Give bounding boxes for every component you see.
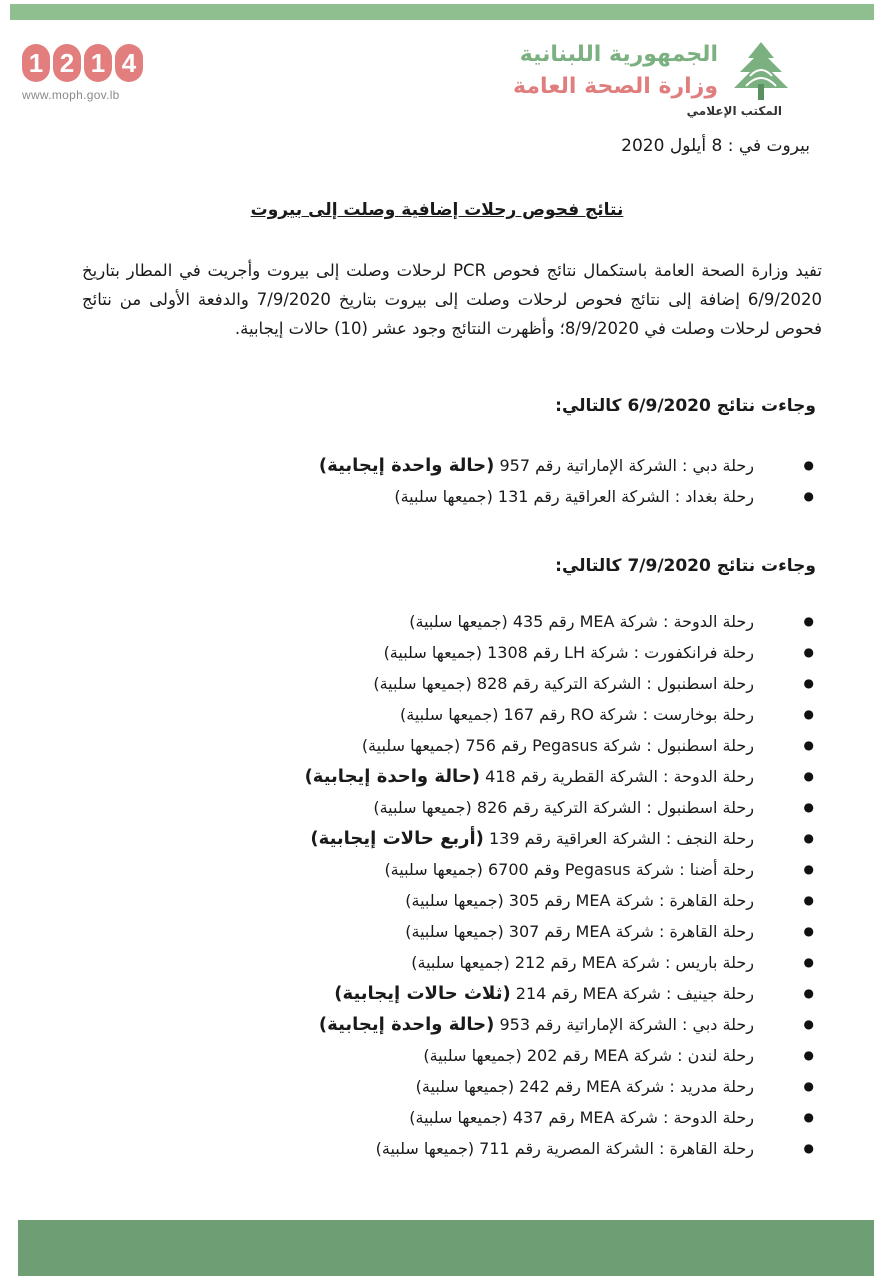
flight-result: (حالة واحدة إيجابية) — [304, 766, 480, 787]
flight-item — [305, 947, 814, 978]
flight-list-6-9 — [319, 450, 814, 512]
flight-item — [319, 450, 814, 481]
flight-description: رحلة جينيف : شركة MEA رقم 214 — [510, 984, 754, 1003]
flight-description: رحلة اسطنبول : الشركة التركية رقم 826 — [471, 798, 754, 817]
flight-result: (جميعها سلبية) — [400, 705, 499, 724]
flight-result: (حالة واحدة إيجابية) — [318, 1014, 495, 1035]
flight-description: رحلة بوخارست : شركة RO رقم 167 — [498, 705, 754, 724]
flight-description: رحلة مدريد : شركة MEA رقم 242 — [514, 1077, 754, 1096]
flight-item — [305, 823, 814, 854]
flight-item — [305, 637, 814, 668]
flight-description: رحلة الدوحة : شركة MEA رقم 435 — [507, 612, 754, 631]
flight-item — [305, 699, 814, 730]
flight-result: (جميعها سلبية) — [373, 674, 472, 693]
flight-result: (جميعها سلبية) — [423, 1046, 522, 1065]
flight-description: رحلة بغداد : الشركة العراقية رقم 131 — [492, 487, 754, 506]
flight-result: (جميعها سلبية) — [375, 1139, 475, 1158]
document-title: نتائج فحوص رحلات إضافية وصلت إلى بيروت — [250, 200, 624, 220]
flight-item — [305, 1133, 814, 1164]
flight-description: رحلة الدوحة : شركة MEA رقم 437 — [507, 1108, 754, 1127]
section-heading-6-9: وجاءت نتائج 6/9/2020 كالتالي: — [555, 396, 816, 416]
flight-result: (جميعها سلبية) — [373, 798, 472, 817]
flight-item — [305, 606, 814, 637]
intro-paragraph: تفيد وزارة الصحة العامة باستكمال نتائج فحوص PCR لرحلات وصلت إلى بيروت وأجريت في المطار بتاريخ 6/9/2020 إضافة إلى نتائج فحوص لرحلات وصلت إلى بيروت بتاريخ 7/9/2020 والدفعة الأولى من نتائج فحوص لرحلات وصلت في 8/9/2020؛ وأظهرت النتائج وجود عشر (10) حالات إيجابية. — [82, 261, 822, 338]
flight-item — [305, 1071, 814, 1102]
flight-result: (ثلاث حالات إيجابية) — [334, 983, 511, 1004]
republic-name: الجمهورية اللبنانية — [519, 42, 718, 67]
flight-result: (جميعها سلبية) — [383, 643, 483, 662]
flight-item — [319, 481, 814, 512]
flight-description: رحلة أضنا : شركة Pegasus وقم 6700 — [482, 860, 754, 879]
section-heading-7-9: وجاءت نتائج 7/9/2020 كالتالي: — [555, 556, 816, 576]
flight-result: (أربع حالات إيجابية) — [310, 828, 484, 849]
flight-result: (جميعها سلبية) — [415, 1077, 515, 1096]
website-url: www.moph.gov.lb — [22, 88, 120, 102]
bottom-decorative-bar — [18, 1220, 874, 1276]
flight-item — [305, 761, 814, 792]
cedar-logo-icon — [726, 40, 796, 104]
flight-description: رحلة لندن : شركة MEA رقم 202 — [521, 1046, 754, 1065]
flight-description: رحلة الدوحة : الشركة القطرية رقم 418 — [480, 767, 754, 786]
flight-item — [305, 730, 814, 761]
hotline-digit: 1 — [84, 44, 112, 82]
flight-description: رحلة دبي : الشركة الإماراتية رقم 957 — [494, 456, 754, 475]
hotline-1214-logo — [22, 44, 143, 82]
flight-description: رحلة اسطنبول : شركة Pegasus رقم 756 — [460, 736, 754, 755]
hotline-digit: 2 — [53, 44, 81, 82]
flight-item — [305, 792, 814, 823]
top-decorative-bar — [10, 4, 874, 20]
flight-list-7-9 — [305, 606, 814, 1164]
flight-result: (جميعها سلبية) — [411, 953, 510, 972]
flight-result: (حالة واحدة إيجابية) — [318, 455, 495, 476]
flight-result: (جميعها سلبية) — [409, 1108, 508, 1127]
ministry-name: وزارة الصحة العامة — [513, 74, 718, 99]
flight-result: (جميعها سلبية) — [405, 922, 504, 941]
flight-description: رحلة القاهرة : شركة MEA رقم 305 — [503, 891, 754, 910]
flight-result: (جميعها سلبية) — [384, 860, 483, 879]
flight-result: (جميعها سلبية) — [361, 736, 461, 755]
flight-description: رحلة فرانكفورت : شركة LH رقم 1308 — [482, 643, 754, 662]
flight-description: رحلة القاهرة : الشركة المصرية رقم 711 — [474, 1139, 754, 1158]
flight-item — [305, 916, 814, 947]
flight-description: رحلة القاهرة : شركة MEA رقم 307 — [503, 922, 754, 941]
flight-item — [305, 978, 814, 1009]
flight-item — [305, 1040, 814, 1071]
flight-item — [305, 854, 814, 885]
flight-item — [305, 1102, 814, 1133]
hotline-digit: 1 — [22, 44, 50, 82]
flight-description: رحلة باريس : شركة MEA رقم 212 — [509, 953, 754, 972]
hotline-digit: 4 — [115, 44, 143, 82]
flight-item — [305, 1009, 814, 1040]
flight-result: (جميعها سلبية) — [409, 612, 508, 631]
flight-description: رحلة النجف : الشركة العراقية رقم 139 — [483, 829, 754, 848]
flight-description: رحلة دبي : الشركة الإماراتية رقم 953 — [494, 1015, 754, 1034]
flight-description: رحلة اسطنبول : الشركة التركية رقم 828 — [471, 674, 754, 693]
flight-result: (جميعها سلبية) — [394, 487, 493, 506]
flight-item — [305, 885, 814, 916]
flight-item — [305, 668, 814, 699]
flight-result: (جميعها سلبية) — [405, 891, 504, 910]
media-office-label: المكتب الإعلامي — [686, 104, 782, 118]
date-line: بيروت في : 8 أيلول 2020 — [621, 136, 810, 156]
